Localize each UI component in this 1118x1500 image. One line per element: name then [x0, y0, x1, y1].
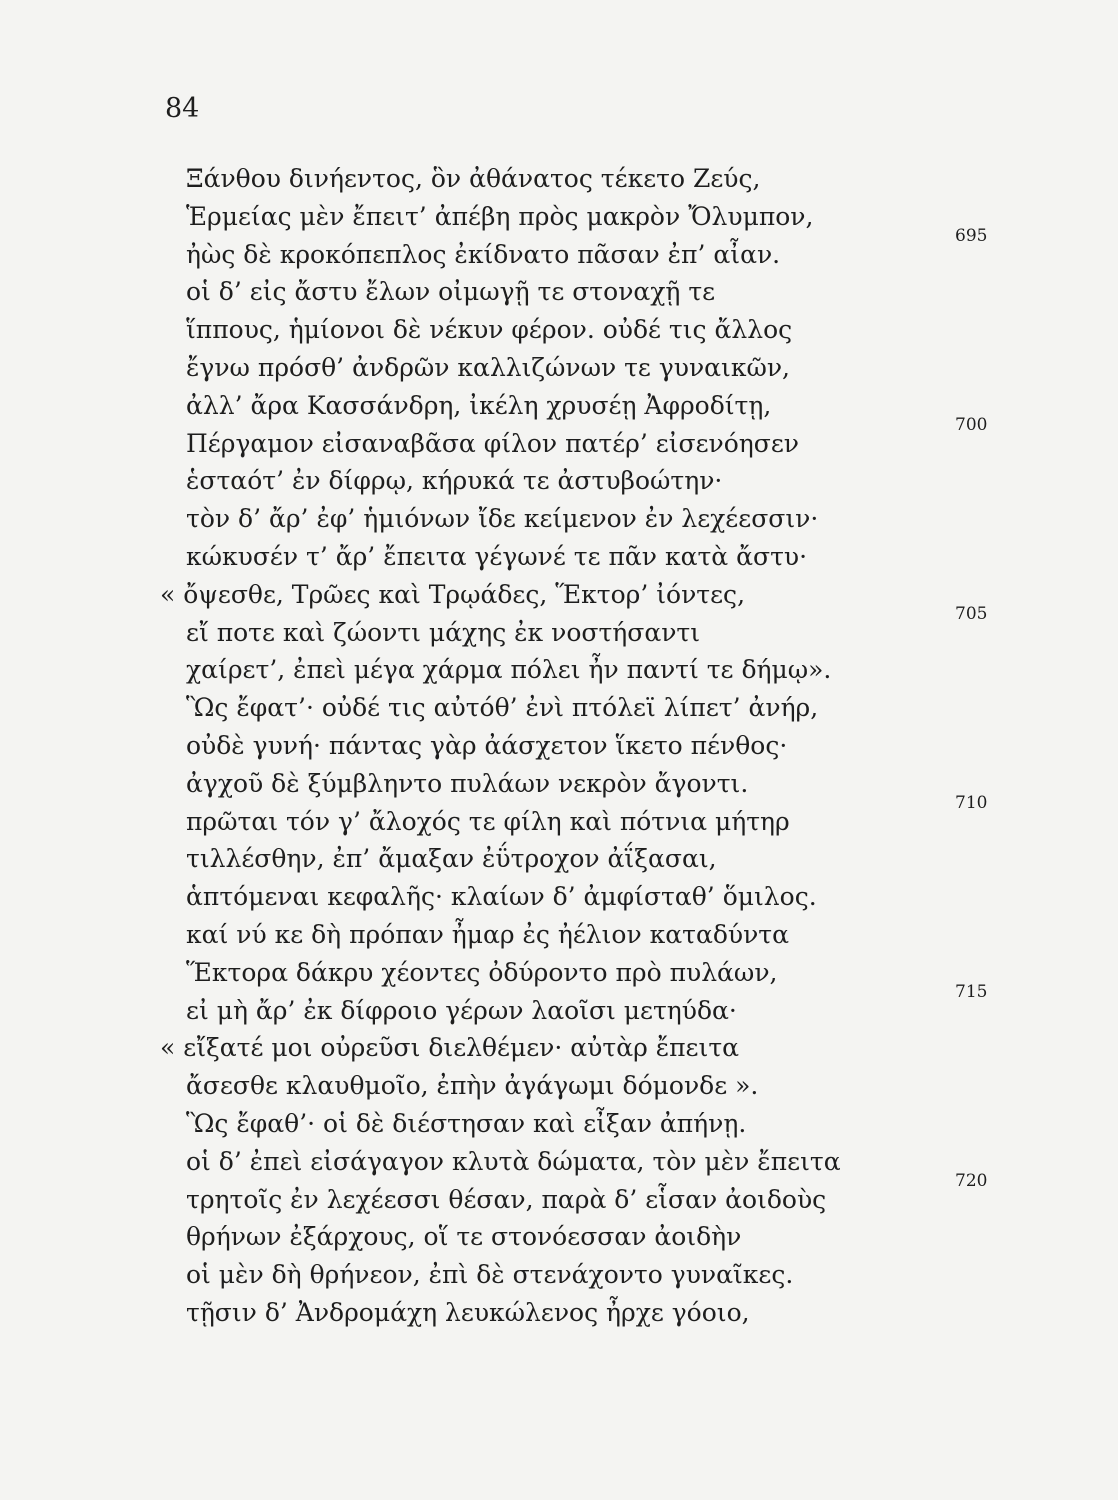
verse-text: εἴ ποτε καὶ ζώοντι μάχης ἐκ νοστήσαντι	[186, 617, 701, 647]
verse-text: « εἴξατέ μοι οὐρεῦσι διελθέμεν· αὐτὰρ ἔπειτα	[160, 1033, 740, 1063]
verse-line	[0, 765, 1118, 803]
verse-text: ἑσταότ’ ἐν δίφρῳ, κήρυκά τε ἀστυβοώτην·	[186, 466, 723, 496]
line-number: 705	[955, 603, 988, 624]
verse-line	[0, 840, 1118, 878]
line-number: 715	[955, 981, 988, 1002]
verse-text: ἵππους, ἡμίονοι δὲ νέκυν φέρον. οὐδέ τις ἄλλος	[186, 315, 793, 345]
verse-text: εἰ μὴ ἄρ’ ἐκ δίφροιο γέρων λαοῖσι μετηύδα·	[186, 995, 737, 1025]
verse-text: τρητοῖς ἐν λεχέεσσι θέσαν, παρὰ δ’ εἷσαν ἀοιδοὺς	[186, 1184, 827, 1214]
verse-line	[0, 1029, 1118, 1067]
verse-line	[0, 651, 1118, 689]
verse-text: Ξάνθου δινήεντος, ὃν ἀθάνατος τέκετο Ζεύς,	[186, 164, 761, 193]
verse-line	[0, 1105, 1118, 1143]
line-number: 700	[955, 414, 988, 435]
verse-line	[0, 462, 1118, 500]
verse-line	[0, 1170, 1118, 1219]
verse-line	[0, 500, 1118, 538]
verse-line	[0, 349, 1118, 387]
verse-text: Ἕκτορα δάκρυ χέοντες ὀδύροντο πρὸ πυλάων,	[186, 957, 778, 987]
verse-text: ἁπτόμεναι κεφαλῆς· κλαίων δ’ ἀμφίσταθ’ ὅμιλος.	[186, 882, 817, 912]
verse-text: χαίρετ’, ἐπεὶ μέγα χάρμα πόλει ἦν παντί τε δήμῳ».	[186, 655, 832, 685]
verse-text: κώκυσέν τ’ ἄρ’ ἔπειτα γέγωνέ τε πᾶν κατὰ ἄστυ·	[186, 541, 808, 571]
verse-text: καί νύ κε δὴ πρόπαν ἦμαρ ἐς ἠέλιον καταδύντα	[186, 919, 790, 949]
verse-text: ἔγνω πρόσθ’ ἀνδρῶν καλλιζώνων τε γυναικῶν,	[186, 352, 791, 382]
verse-line	[0, 538, 1118, 576]
verse-line	[0, 1218, 1118, 1256]
line-number: 710	[955, 792, 988, 813]
verse-line	[0, 160, 1118, 198]
verse-line	[0, 727, 1118, 765]
verse-text: Ὣς ἔφαθ’· οἱ δὲ διέστησαν καὶ εἶξαν ἀπήνῃ.	[186, 1108, 747, 1138]
verse-line	[0, 387, 1118, 425]
verse-text: οἱ δ’ εἰς ἄστυ ἔλων οἰμωγῇ τε στοναχῇ τε	[186, 277, 716, 307]
verse-line	[0, 198, 1118, 236]
verse-line	[0, 1067, 1118, 1105]
verse-line	[0, 603, 1118, 652]
verse-text: Ὣς ἔφατ’· οὐδέ τις αὐτόθ’ ἐνὶ πτόλεϊ λίπετ’ ἀνήρ,	[186, 693, 819, 723]
verse-line	[0, 878, 1118, 916]
verse-line	[0, 981, 1118, 1030]
verse-text: « ὄψεσθε, Τρῶες καὶ Τρῳάδες, Ἕκτορ’ ἰόντες,	[160, 579, 746, 609]
verse-text: Ἑρμείας μὲν ἔπειτ’ ἀπέβη πρὸς μακρὸν Ὄλυμπον,	[186, 201, 814, 231]
verse-line	[0, 273, 1118, 311]
verse-line	[0, 225, 1118, 274]
line-number: 720	[955, 1170, 988, 1191]
verse-line	[0, 954, 1118, 992]
verse-text: ἠὼς δὲ κροκόπεπλος ἐκίδνατο πᾶσαν ἐπ’ αἶαν.	[186, 239, 781, 269]
line-number: 695	[955, 225, 988, 246]
verse-line	[0, 1294, 1118, 1332]
verse-line	[0, 311, 1118, 349]
verse-text: οὐδὲ γυνή· πάντας γὰρ ἀάσχετον ἵκετο πένθος·	[186, 730, 788, 760]
page-number: 84	[165, 93, 200, 124]
verse-line	[0, 414, 1118, 463]
verse-text: ἀγχοῦ δὲ ξύμβληντο πυλάων νεκρὸν ἄγοντι.	[186, 768, 749, 798]
verse-text: ἄσεσθε κλαυθμοῖο, ἐπὴν ἀγάγωμι δόμονδε ».	[186, 1071, 759, 1101]
verse-line	[0, 576, 1118, 614]
verse-line	[0, 1143, 1118, 1181]
verse-text: θρήνων ἐξάρχους, οἵ τε στονόεσσαν ἀοιδὴν	[186, 1222, 742, 1252]
verse-text: ἀλλ’ ἄρα Κασσάνδρη, ἰκέλη χρυσέῃ Ἀφροδίτῃ,	[186, 390, 772, 420]
verse-text: οἱ δ’ ἐπεὶ εἰσάγαγον κλυτὰ δώματα, τὸν μὲν ἔπειτα	[186, 1146, 841, 1176]
verse-text: τὸν δ’ ἄρ’ ἐφ’ ἡμιόνων ἴδε κείμενον ἐν λεχέεσσιν·	[186, 504, 819, 534]
verse-line	[0, 792, 1118, 841]
verse-line	[0, 689, 1118, 727]
verse-line	[0, 1256, 1118, 1294]
verse-block	[0, 160, 1118, 1332]
verse-text: Πέργαμον εἰσαναβᾶσα φίλον πατέρ’ εἰσενόησεν	[186, 428, 799, 458]
verse-line	[0, 916, 1118, 954]
verse-text: τιλλέσθην, ἐπ’ ἄμαξαν ἐΰτροχον ἀΐξασαι,	[186, 844, 717, 874]
verse-text: πρῶται τόν γ’ ἄλοχός τε φίλη καὶ πότνια μήτηρ	[186, 806, 790, 836]
verse-text: οἱ μὲν δὴ θρήνεον, ἐπὶ δὲ στενάχοντο γυναῖκες.	[186, 1260, 794, 1290]
verse-text: τῇσιν δ’ Ἀνδρομάχη λευκώλενος ἦρχε γόοιο,	[186, 1297, 750, 1327]
